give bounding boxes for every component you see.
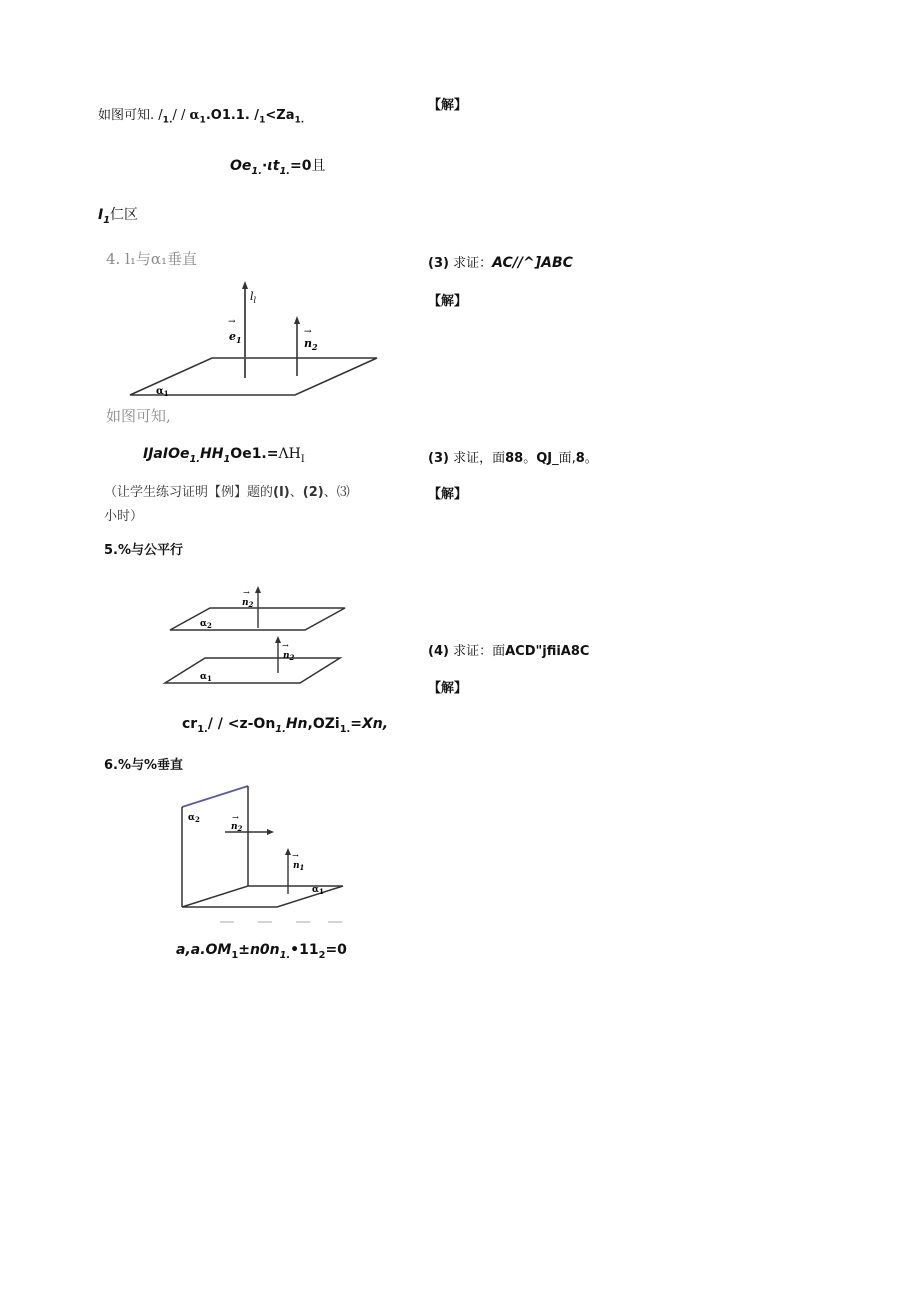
text: · [261,158,268,174]
problem-3-prove [428,252,573,271]
text: .O1.1. / [205,108,260,123]
solution-marker: 【解】 [428,98,468,113]
subscript: 1. [294,115,305,126]
arrow-glyph: → [304,327,312,337]
text: =0 [325,942,347,958]
text: Oe [230,158,252,174]
text: 如图可知. / [98,108,163,123]
text: HH [200,446,224,462]
arrow-glyph: → [282,641,289,650]
text: QJ [536,451,553,466]
text: =0 [289,158,312,174]
solution-marker: 【解】 [428,487,468,502]
label-n2-top: $n_2$ [242,598,254,609]
text: ± [238,942,250,958]
subscript: 1. [275,723,286,735]
text: a,a.OM [176,942,232,958]
subscript: 1. [279,949,291,961]
solution-marker: 【解】 [428,681,468,696]
text: _面, [552,451,576,466]
line-subset-condition [98,204,138,226]
text: I [98,207,104,223]
text: 仁区 [110,207,139,223]
text: 且 [311,158,326,174]
dot-product-formula [230,155,325,177]
arrow-glyph: → [228,317,236,327]
subscript: 1. [251,165,262,177]
text: / / <z-On [207,716,276,732]
subscript: 1. [279,165,290,177]
text: (2) [302,485,324,500]
label-n1: $n_1$ [293,861,305,872]
text: •11 [290,942,319,958]
text: / / [172,108,190,123]
arrow-glyph: → [243,588,250,597]
solution-marker: 【解】 [428,294,468,309]
text: <Za [265,108,295,123]
label-alpha1: $\alpha_1$ [200,672,212,683]
figure-planes-perpendicular [170,782,360,942]
problem-3-prove-plane [428,447,598,466]
subscript: 2 [318,949,326,961]
subscript: 1. [197,723,208,735]
label-e1: $e_1$ [229,330,242,345]
text: ,OZi [307,716,340,732]
subscript: 1. [339,723,351,735]
label-n2-mid: $n_2$ [283,651,295,662]
text: (I) [273,485,290,500]
vertical-plane-top-edge [182,786,248,807]
text: =Xn, [350,716,389,732]
arrow-glyph: → [232,813,239,822]
subscript: 1 [223,453,231,465]
text: (3) [428,256,449,271]
subscript: I [300,453,305,465]
text: 6.%与%垂直 [104,758,184,773]
text: （让学生练习证明【例】题的 [104,485,274,500]
label-l: $l_l$ [250,290,257,305]
subscript: 1. [189,453,201,465]
text: ΛH [278,446,301,462]
problem-4-prove [428,640,589,659]
line-parallel-condition [98,104,304,126]
formula-6 [176,942,347,961]
arrow-glyph: → [292,851,299,860]
text: Oe1.= [230,446,279,462]
text: 求证： [453,256,493,271]
text: cr [182,716,198,732]
heading-4: 4. l₁与α₁垂直 [106,250,198,268]
text: 。 [584,451,598,466]
text: n0n [249,942,280,958]
label-n2: $n_2$ [304,337,318,352]
text: 求证：面 [453,644,506,659]
vector-arrowhead [294,316,300,324]
practice-note-tail: 小时） [104,509,144,524]
vector-arrowhead [275,636,281,643]
subscript: 1 [199,115,206,126]
figure-line-perpendicular-plane [100,280,400,410]
text: (3) [428,451,449,466]
text: Hn [285,716,308,732]
label-n2: $n_2$ [231,822,243,833]
text: 88 [505,451,524,466]
text: 。 [523,451,537,466]
subscript: 1 [103,214,111,226]
text: AC//^]ABC [492,255,573,271]
text: 8 [575,451,585,466]
label-alpha2: $\alpha_2$ [200,619,212,630]
text: 、⑶ [323,485,350,500]
line-arrowhead [242,281,248,289]
subscript: 1 [231,949,239,961]
text: (4) [428,644,449,659]
text: 5.%与公平行 [104,543,184,558]
practice-note [104,481,350,500]
figure-planes-parallel [160,578,360,693]
subscript: 1. [162,115,173,126]
vector-arrowhead [255,586,261,593]
heading-6 [104,754,183,773]
text: 、 [289,485,303,500]
subscript: 1 [259,115,266,126]
vector-arrowhead [267,829,274,835]
heading-5 [104,539,183,558]
formula-4 [143,446,305,465]
label-alpha2: $\alpha_2$ [188,813,200,824]
text: ιt [267,158,280,174]
formula-5 [182,716,388,735]
label-alpha1: $\alpha_1$ [312,885,324,896]
alpha-symbol: α [189,108,200,123]
text: ACD"jfiiA8C [505,644,590,659]
label-alpha1: $\alpha_1$ [156,386,169,398]
text: 求证，面 [453,451,506,466]
plane-alpha1 [165,658,340,683]
text: IJaIOe [143,446,190,462]
caption-4: 如图可知, [106,407,171,425]
vector-arrowhead [285,848,291,855]
